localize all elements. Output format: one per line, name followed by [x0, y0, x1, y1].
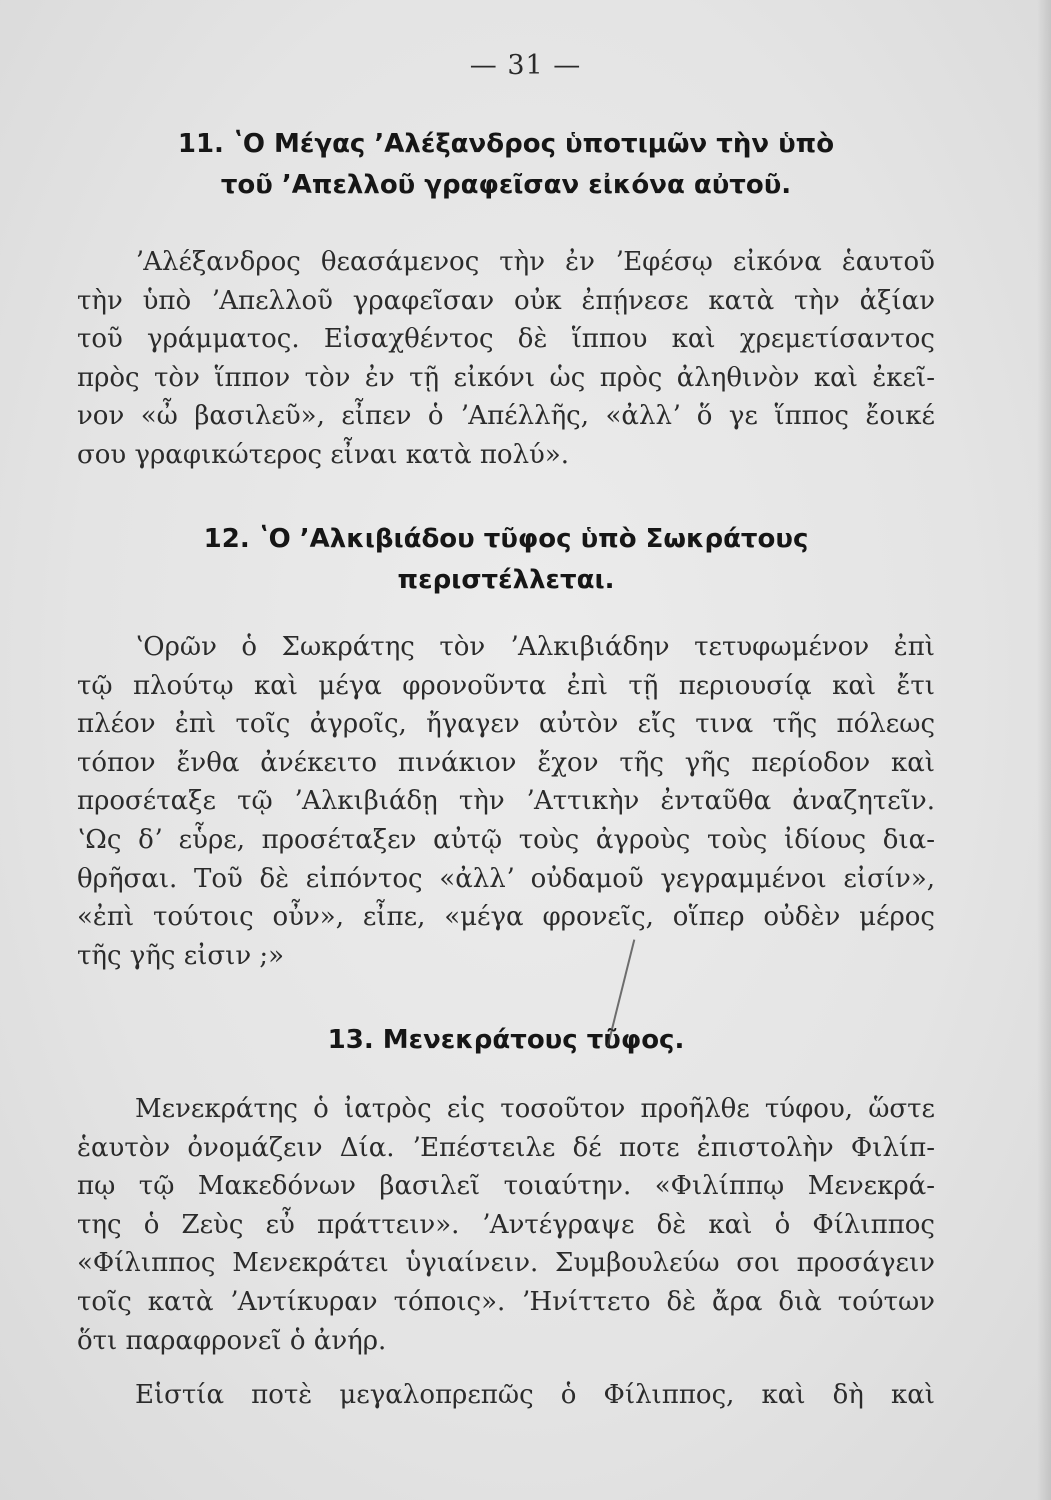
heading-line: 12. ʽΟ ʼΑλκιβιάδου τῦφος ὑπὸ Σωκράτους — [203, 524, 809, 554]
text-line: τῷ πλούτῳ καὶ μέγα φρονοῦντα ἐπὶ τῇ περιουσίᾳ καὶ ἔτι — [77, 670, 935, 701]
section-13-paragraph — [77, 1090, 935, 1360]
text-line: ʼΑλέξανδρος θεασάμενος τὴν ἐν ʼΕφέσῳ εἰκόνα ἑαυτοῦ — [135, 247, 935, 277]
section-13-paragraph-2 — [77, 1376, 935, 1415]
text-line: νον «ὦ βασιλεῦ», εἶπεν ὁ ʼΑπέλλῆς, «ἀλλʼ ὅ γε ἵππος ἔοικέ — [77, 401, 935, 432]
text-line: Εἱστία ποτὲ μεγαλοπρεπῶς ὁ Φίλιππος, καὶ δὴ καὶ — [135, 1380, 935, 1410]
section-11-paragraph — [77, 243, 935, 475]
text-line: τόπον ἔνθα ἀνέκειτο πινάκιον ἔχον τῆς γῆς περίοδον καὶ — [77, 747, 935, 778]
text-line: ὅτι παραφρονεῖ ὁ ἀνήρ. — [77, 1325, 387, 1356]
page-number: — 31 — — [469, 50, 582, 81]
text-line: προσέταξε τῷ ʼΑλκιβιάδῃ τὴν ʼΑττικὴν ἐνταῦθα ἀναζητεῖν. — [77, 786, 935, 817]
text-line: της ὁ Ζεὺς εὖ πράττειν». ʼΑντέγραψε δὲ καὶ ὁ Φίλιππος — [77, 1209, 935, 1240]
text-line: ἑαυτὸν ὀνομάζειν Δία. ʼΕπέστειλε δέ ποτε ἐπιστολὴν Φιλίπ- — [77, 1132, 935, 1163]
text-line: πλέον ἐπὶ τοῖς ἀγροῖς, ἤγαγεν αὐτὸν εἴς τινα τῆς πόλεως — [77, 709, 935, 740]
heading-line: περιστέλλεται. — [397, 565, 615, 595]
text-line: θρῆσαι. Τοῦ δὲ εἰπόντος «ἀλλʼ οὐδαμοῦ γεγραμμένοι εἰσίν», — [77, 863, 935, 894]
section-13-heading — [77, 1020, 935, 1061]
text-line: πῳ τῷ Μακεδόνων βασιλεῖ τοιαύτην. «Φιλίππῳ Μενεκρά- — [77, 1171, 935, 1202]
text-line: ʽΩς δʼ εὗρε, προσέταξεν αὐτῷ τοὺς ἀγροὺς τοὺς ἰδίους δια- — [77, 824, 935, 855]
text-line: σου γραφικώτερος εἶναι κατὰ πολύ». — [77, 439, 570, 470]
heading-line: τοῦ ʼΑπελλοῦ γραφεῖσαν εἰκόνα αὐτοῦ. — [220, 170, 792, 200]
section-12-heading — [77, 519, 935, 601]
page-edge-shadow — [1037, 0, 1051, 1500]
text-line: «Φίλιππος Μενεκράτει ὑγιαίνειν. Συμβουλεύω σοι προσάγειν — [77, 1248, 935, 1279]
text-line: τῆς γῆς εἰσιν ;» — [77, 940, 285, 971]
heading-line: 13. Μενεκράτους τῦφος. — [327, 1025, 685, 1055]
text-line: «ἐπὶ τούτοις οὖν», εἶπε, «μέγα φρονεῖς, οἵπερ οὐδὲν μέρος — [77, 902, 935, 933]
text-line: ʽΟρῶν ὁ Σωκράτης τὸν ʼΑλκιβιάδην τετυφωμένον ἐπὶ — [135, 632, 935, 662]
text-line: τοῖς κατὰ ʼΑντίκυραν τόποις». ʼΗνίττετο δὲ ἄρα διὰ τούτων — [77, 1286, 935, 1317]
text-line: Μενεκράτης ὁ ἰατρὸς εἰς τοσοῦτον προῆλθε τύφου, ὥστε — [135, 1094, 935, 1124]
text-line: πρὸς τὸν ἵππον τὸν ἐν τῇ εἰκόνι ὡς πρὸς ἀληθινὸν καὶ ἐκεῖ- — [77, 362, 935, 393]
section-12-paragraph — [77, 628, 935, 975]
section-11-heading — [77, 124, 935, 206]
heading-line: 11. ʽΟ Μέγας ʼΑλέξανδρος ὑποτιμῶν τὴν ὑπὸ — [177, 129, 835, 159]
text-line: τοῦ γράμματος. Εἰσαχθέντος δὲ ἵππου καὶ χρεμετίσαντος — [77, 324, 935, 355]
text-line: τὴν ὑπὸ ʼΑπελλοῦ γραφεῖσαν οὐκ ἐπῄνεσε κατὰ τὴν ἀξίαν — [77, 285, 935, 316]
